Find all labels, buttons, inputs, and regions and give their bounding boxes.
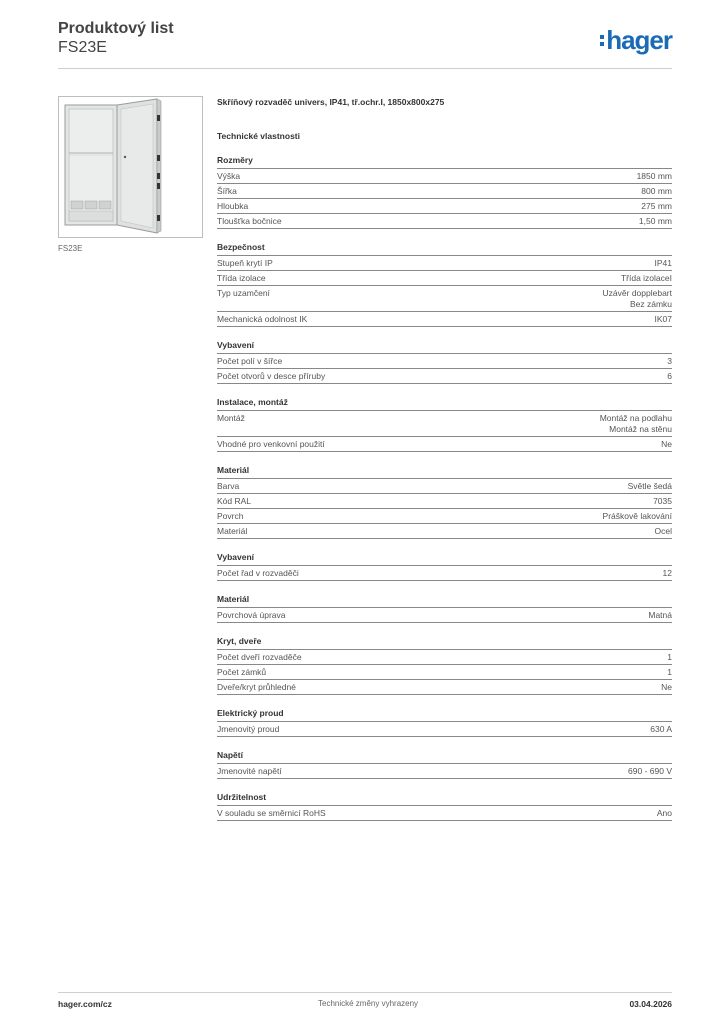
- spec-row: [217, 256, 672, 271]
- spec-label: Výška: [217, 171, 241, 181]
- spec-group: [217, 552, 672, 581]
- spec-label: Stupeň krytí IP: [217, 258, 273, 268]
- spec-value: Matná: [648, 610, 672, 620]
- spec-group: [217, 636, 672, 695]
- spec-group: [217, 155, 672, 229]
- product-details: [217, 96, 672, 821]
- spec-row: [217, 665, 672, 680]
- hager-logo[interactable]: [600, 26, 672, 54]
- spec-groups: [217, 155, 672, 821]
- spec-label: Počet dveří rozvaděče: [217, 652, 302, 662]
- spec-row: [217, 722, 672, 737]
- spec-label: Povrchová úprava: [217, 610, 286, 620]
- spec-value: Světle šedá: [627, 481, 672, 491]
- spec-label: Tloušťka bočnice: [217, 216, 282, 226]
- spec-row: [217, 650, 672, 665]
- spec-group: [217, 242, 672, 327]
- spec-row: [217, 271, 672, 286]
- spec-group: [217, 708, 672, 737]
- spec-value: Uzávěr dopplebart Bez zámku: [602, 288, 672, 309]
- spec-group-title: Bezpečnost: [217, 242, 672, 256]
- spec-group-title: Udržitelnost: [217, 792, 672, 806]
- image-caption: FS23E: [58, 244, 83, 253]
- footer-disclaimer: Technické změny vyhrazeny: [318, 999, 419, 1008]
- spec-value: IK07: [654, 314, 672, 324]
- spec-label: Materiál: [217, 526, 248, 536]
- spec-row: [217, 764, 672, 779]
- spec-value: 3: [667, 356, 672, 366]
- product-description: Skříňový rozvaděč univers, IP41, tř.ochr.I, 1850x800x275: [217, 97, 445, 107]
- spec-row: [217, 524, 672, 539]
- spec-row: [217, 806, 672, 821]
- spec-group-title: Vybavení: [217, 340, 672, 354]
- spec-group: [217, 750, 672, 779]
- spec-group-title: Elektrický proud: [217, 708, 672, 722]
- spec-value: IP41: [654, 258, 672, 268]
- spec-row: [217, 494, 672, 509]
- spec-row: [217, 312, 672, 327]
- spec-value: Třída izolaceI: [620, 273, 672, 283]
- spec-group: [217, 397, 672, 452]
- page-header: [58, 20, 672, 69]
- spec-value: 800 mm: [641, 186, 672, 196]
- spec-label: Typ uzamčení: [217, 288, 270, 298]
- spec-label: Jmenovité napětí: [217, 766, 282, 776]
- spec-group-title: Materiál: [217, 594, 672, 608]
- product-image: [58, 96, 203, 238]
- spec-label: Montáž: [217, 413, 245, 423]
- spec-group-title: Instalace, montáž: [217, 397, 672, 411]
- spec-value: 630 A: [650, 724, 672, 734]
- spec-label: Vhodné pro venkovní použití: [217, 439, 325, 449]
- spec-value: 6: [667, 371, 672, 381]
- cabinet-illustration-icon: [59, 97, 202, 237]
- spec-value: Montáž na podlahu Montáž na stěnu: [599, 413, 672, 434]
- spec-group: [217, 792, 672, 821]
- spec-group: [217, 594, 672, 623]
- spec-value: Ano: [656, 808, 672, 818]
- spec-label: Třída izolace: [217, 273, 266, 283]
- spec-row: [217, 680, 672, 695]
- spec-row: [217, 608, 672, 623]
- spec-row: [217, 199, 672, 214]
- spec-label: Počet zámků: [217, 667, 267, 677]
- logo-dots-icon: [600, 35, 604, 46]
- spec-row: [217, 509, 672, 524]
- spec-group: [217, 340, 672, 384]
- spec-label: Počet polí v šířce: [217, 356, 283, 366]
- spec-row: [217, 566, 672, 581]
- spec-label: Počet otvorů v desce příruby: [217, 371, 326, 381]
- spec-value: 1850 mm: [636, 171, 672, 181]
- spec-value: Práškově lakování: [602, 511, 672, 521]
- page-title: Produktový list: [58, 20, 174, 37]
- spec-label: Barva: [217, 481, 240, 491]
- spec-value: 275 mm: [641, 201, 672, 211]
- spec-group: [217, 465, 672, 539]
- spec-row: [217, 411, 672, 437]
- spec-row: [217, 214, 672, 229]
- spec-row: [217, 169, 672, 184]
- spec-value: 12: [662, 568, 672, 578]
- spec-group-title: Rozměry: [217, 155, 672, 169]
- spec-group-title: Kryt, dveře: [217, 636, 672, 650]
- spec-value: 1: [667, 652, 672, 662]
- page-footer: [58, 992, 672, 1013]
- spec-label: Hloubka: [217, 201, 249, 211]
- spec-value: Ne: [661, 682, 672, 692]
- spec-label: Povrch: [217, 511, 244, 521]
- spec-label: Kód RAL: [217, 496, 252, 506]
- spec-value: 7035: [653, 496, 672, 506]
- spec-group-title: Materiál: [217, 465, 672, 479]
- spec-value: 1,50 mm: [638, 216, 672, 226]
- spec-label: Šířka: [217, 186, 237, 196]
- spec-row: [217, 286, 672, 312]
- technical-properties-heading: Technické vlastnosti: [217, 131, 300, 141]
- spec-value: 1: [667, 667, 672, 677]
- spec-value: 690 - 690 V: [628, 766, 672, 776]
- spec-row: [217, 184, 672, 199]
- spec-row: [217, 369, 672, 384]
- footer-date: 03.04.2026: [629, 999, 672, 1009]
- spec-value: Ocel: [654, 526, 672, 536]
- logo-wordmark: hager: [606, 25, 672, 55]
- spec-value: Ne: [661, 439, 672, 449]
- spec-label: V souladu se směrnicí RoHS: [217, 808, 326, 818]
- spec-row: [217, 354, 672, 369]
- product-code: FS23E: [58, 39, 107, 56]
- spec-label: Mechanická odolnost IK: [217, 314, 308, 324]
- spec-label: Jmenovitý proud: [217, 724, 280, 734]
- spec-label: Dveře/kryt průhledné: [217, 682, 296, 692]
- spec-row: [217, 437, 672, 452]
- spec-row: [217, 479, 672, 494]
- footer-website-link[interactable]: hager.com/cz: [58, 999, 112, 1009]
- spec-label: Počet řad v rozvaděči: [217, 568, 299, 578]
- spec-group-title: Vybavení: [217, 552, 672, 566]
- spec-group-title: Napětí: [217, 750, 672, 764]
